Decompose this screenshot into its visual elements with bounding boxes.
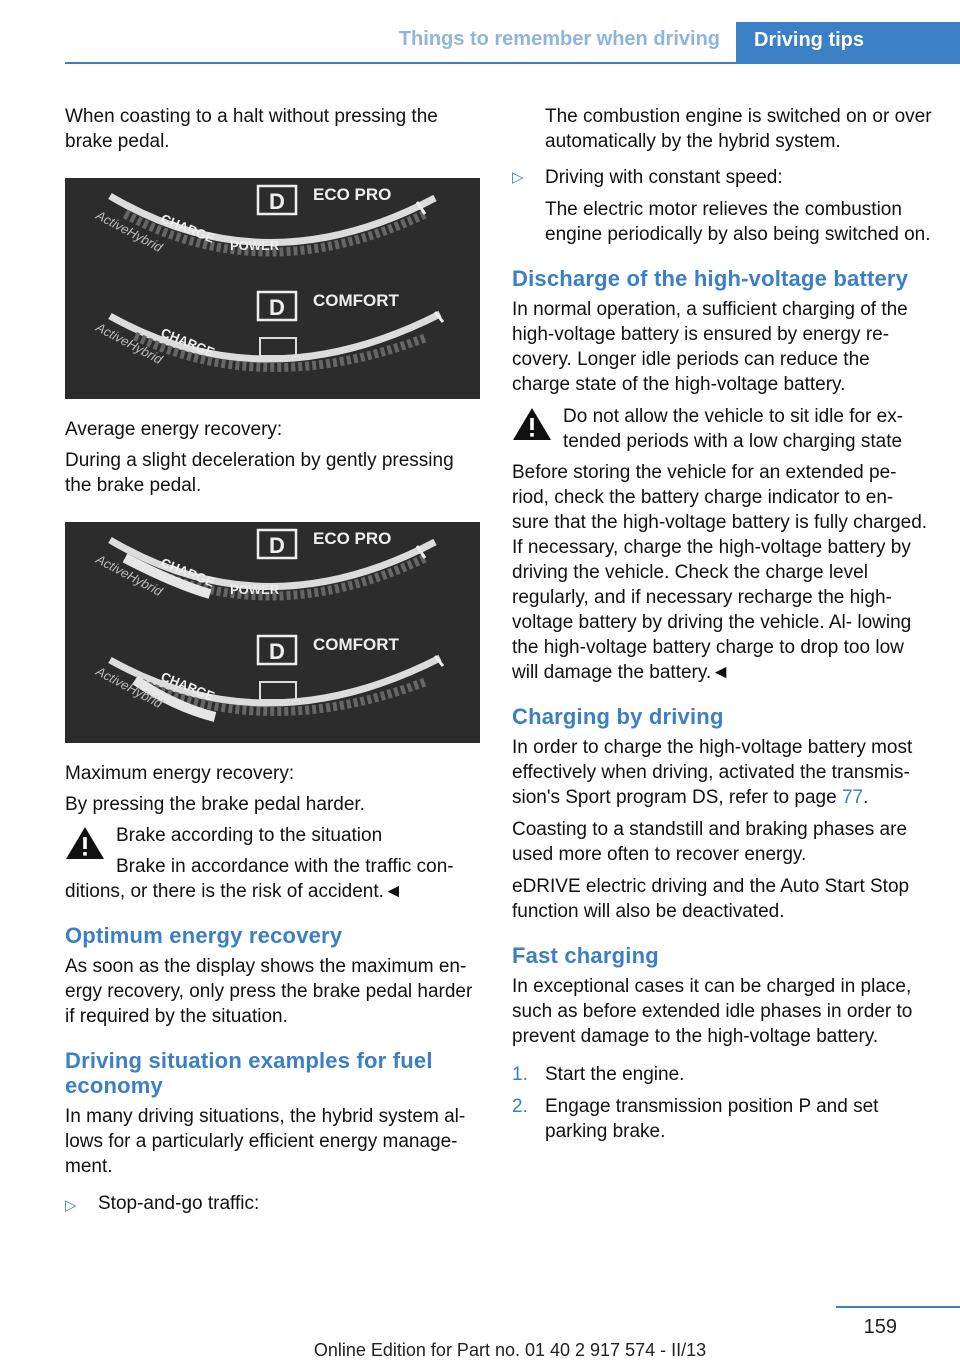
warning-triangle-icon [65,826,105,860]
footer-rule [836,1306,960,1308]
power-label-2: POWER [230,582,280,597]
brand-label-bottom-2: ActiveHybrid [93,663,166,711]
mode-label-top-1: ECO PRO [313,185,392,204]
step-2 [512,1094,932,1144]
warning-triangle-icon [512,407,552,441]
paragraph-optimum: As soon as the display shows the maximum en- ergy recovery, only press the brake pedal harder if required by the situation. [65,956,473,1027]
warning-brake [65,823,483,904]
warning-brake-title: Brake according to the situation [116,825,383,846]
recovery-display-figure-1 [65,178,480,399]
footer-edition: Online Edition for Part no. 01 40 2 917 574 - II/13 [313,1340,707,1360]
paragraph-fast-charging: In exceptional cases it can be charged in place, such as before extended idle phases in order to prevent damage to the high-voltage battery. [512,976,913,1047]
page-number: 159 [863,1316,897,1338]
heading-driving-situation-examples: Driving situation examples for fuel economy [65,1048,433,1098]
bullet-triangle-icon: ▷ [65,1197,77,1214]
step-1-number: 1. [512,1064,528,1085]
paragraph-storing: Before storing the vehicle for an extended pe- riod, check the battery charge indicator to en- sure that the high-voltage battery is fully charged. If necessary, charge the high-voltage battery by driving the vehicle. Check the charge level regularly, and if necessary recharge the high-voltage battery by driving the vehicle. Al- lowing the high-voltage battery charge to drop too low will damage the battery.◄ [512,462,928,683]
mode-label-top-2: ECO PRO [313,529,392,548]
step-1 [512,1062,932,1087]
paragraph-maximum-body: By pressing the brake pedal harder. [65,794,365,815]
warning-brake-continuation: ditions, or there is the risk of accident.◄ [65,881,403,902]
gear-indicator-top-2: D [269,533,285,558]
paragraph-coasting-standstill: Coasting to a standstill and braking phases are used more often to recover energy. [512,819,908,865]
recovery-display-figure-2 [65,522,480,743]
charge-label-top-2: CHARGE [158,554,217,590]
paragraph-coasting: When coasting to a halt without pressing the brake pedal. [65,106,438,152]
warning-brake-block [65,823,483,879]
charge-label-bottom-1: CHARGE [158,324,217,360]
heading-optimum-energy-recovery: Optimum energy recovery [65,923,343,948]
step-2-number: 2. [512,1096,528,1117]
bullet-constant-speed-detail: The electric motor relieves the combustion engine periodically by also being switched on. [545,199,931,245]
warning-idle-text: Do not allow the vehicle to sit idle for ex- tended periods with a low charging state [563,406,904,452]
page-77-link[interactable]: 77 [841,787,864,808]
mode-label-bottom-2: COMFORT [313,635,399,654]
brand-label-top-1: ActiveHybrid [93,207,166,255]
paragraph-stop-and-go-detail: The combustion engine is switched on or over automatically by the hybrid system. [545,106,932,152]
charging-text-b: . [863,787,869,808]
paragraph-edrive: eDRIVE electric driving and the Auto Start Stop function will also be deactivated. [512,876,910,922]
gauge-illustration-2 [65,522,480,743]
header-tab-driving-tips[interactable]: Driving tips [736,22,960,63]
bullet-constant-speed [512,163,932,247]
charging-text-a: In order to charge the high-voltage battery most effectively when driving, activated the transmis- sion's Sport program DS, refer to page [512,737,913,808]
paragraph-charging-by-driving [512,735,932,810]
right-column [512,104,932,1151]
heading-fast-charging: Fast charging [512,943,659,968]
charge-label-bottom-2: CHARGE [158,668,217,704]
bullet-stop-and-go-label: Stop-and-go traffic: [98,1193,260,1214]
header-rule [65,62,960,64]
warning-idle-vehicle [512,404,932,454]
power-label-1: POWER [230,238,280,253]
bullet-constant-speed-label: Driving with constant speed: [545,167,783,188]
paragraph-average-title: Average energy recovery: [65,419,283,440]
header-breadcrumb[interactable]: Things to remember when driving [398,28,720,50]
paragraph-discharge: In normal operation, a sufficient charging of the high-voltage battery is ensured by energy re- covery. Longer idle periods can reduce the charge state of the high-voltage battery. [512,299,908,395]
brand-label-top-2: ActiveHybrid [93,551,166,599]
paragraph-average-body: During a slight deceleration by gently pressing the brake pedal. [65,450,454,496]
left-column [65,104,483,1223]
brand-label-bottom-1: ActiveHybrid [93,319,166,367]
heading-charging-by-driving: Charging by driving [512,704,724,729]
gear-indicator-bottom-2: D [269,639,285,664]
bullet-triangle-icon: ▷ [512,169,524,186]
gauge-illustration-1 [65,178,480,399]
gear-indicator-bottom-1: D [269,295,285,320]
step-2-text: Engage transmission position P and set parking brake. [545,1096,879,1142]
paragraph-maximum-title: Maximum energy recovery: [65,763,295,784]
warning-brake-body: Brake in accordance with the traffic con- [116,856,454,877]
bullet-stop-and-go [65,1191,483,1216]
charge-label-top-1: CHARGE [158,210,217,246]
heading-discharge-battery: Discharge of the high-voltage battery [512,266,909,291]
gear-indicator-top-1: D [269,189,285,214]
mode-label-bottom-1: COMFORT [313,291,399,310]
step-1-text: Start the engine. [545,1064,685,1085]
paragraph-driving-situations: In many driving situations, the hybrid system al- lows for a particularly efficient energy manage- ment. [65,1106,466,1177]
